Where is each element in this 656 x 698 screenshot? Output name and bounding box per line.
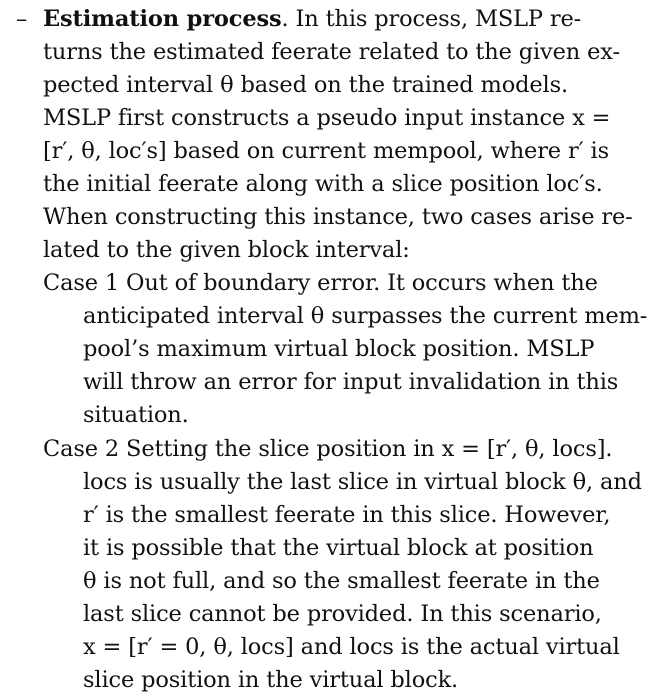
paragraph-line-4: MSLP first constructs a pseudo input instance x =: [43, 105, 611, 131]
case1-line-3: pool’s maximum virtual block position. MSLP: [83, 336, 595, 362]
case2-line-3: r′ is the smallest feerate in this slice. However,: [83, 502, 611, 528]
paragraph-line-8: lated to the given block interval:: [43, 237, 410, 263]
line-1-rest: . In this process, MSLP re-: [281, 6, 582, 32]
paragraph-line-5: [r′, θ, loc′s] based on current mempool, where r′ is: [43, 138, 609, 164]
case2-line-4: it is possible that the virtual block at position: [83, 535, 594, 561]
case1-line-5: situation.: [83, 402, 189, 428]
paragraph-line-3: pected interval θ based on the trained models.: [43, 72, 568, 98]
case2-line-5: θ is not full, and so the smallest feerate in the: [83, 568, 600, 594]
paragraph-line-6: the initial feerate along with a slice position loc′s.: [43, 171, 603, 197]
paragraph-line-1: [43, 3, 581, 36]
case2-line-2: locs is usually the last slice in virtual block θ, and: [83, 469, 642, 495]
case2-line-6: last slice cannot be provided. In this scenario,: [83, 601, 602, 627]
paragraph-line-2: turns the estimated feerate related to the given ex-: [43, 39, 620, 65]
case1-line-1: Case 1 Out of boundary error. It occurs when the: [43, 270, 598, 296]
list-bullet: –: [16, 6, 28, 32]
case2-line-8: slice position in the virtual block.: [83, 667, 459, 693]
case1-line-2: anticipated interval θ surpasses the current mem-: [83, 303, 648, 329]
item-heading: Estimation process: [43, 6, 282, 32]
case2-line-7: x = [r′ = 0, θ, locs] and locs is the actual virtual: [83, 634, 620, 660]
case1-line-4: will throw an error for input invalidation in this: [83, 369, 619, 395]
paragraph-line-7: When constructing this instance, two cases arise re-: [43, 204, 633, 230]
case2-line-1: Case 2 Setting the slice position in x = [r′, θ, locs].: [43, 436, 613, 462]
